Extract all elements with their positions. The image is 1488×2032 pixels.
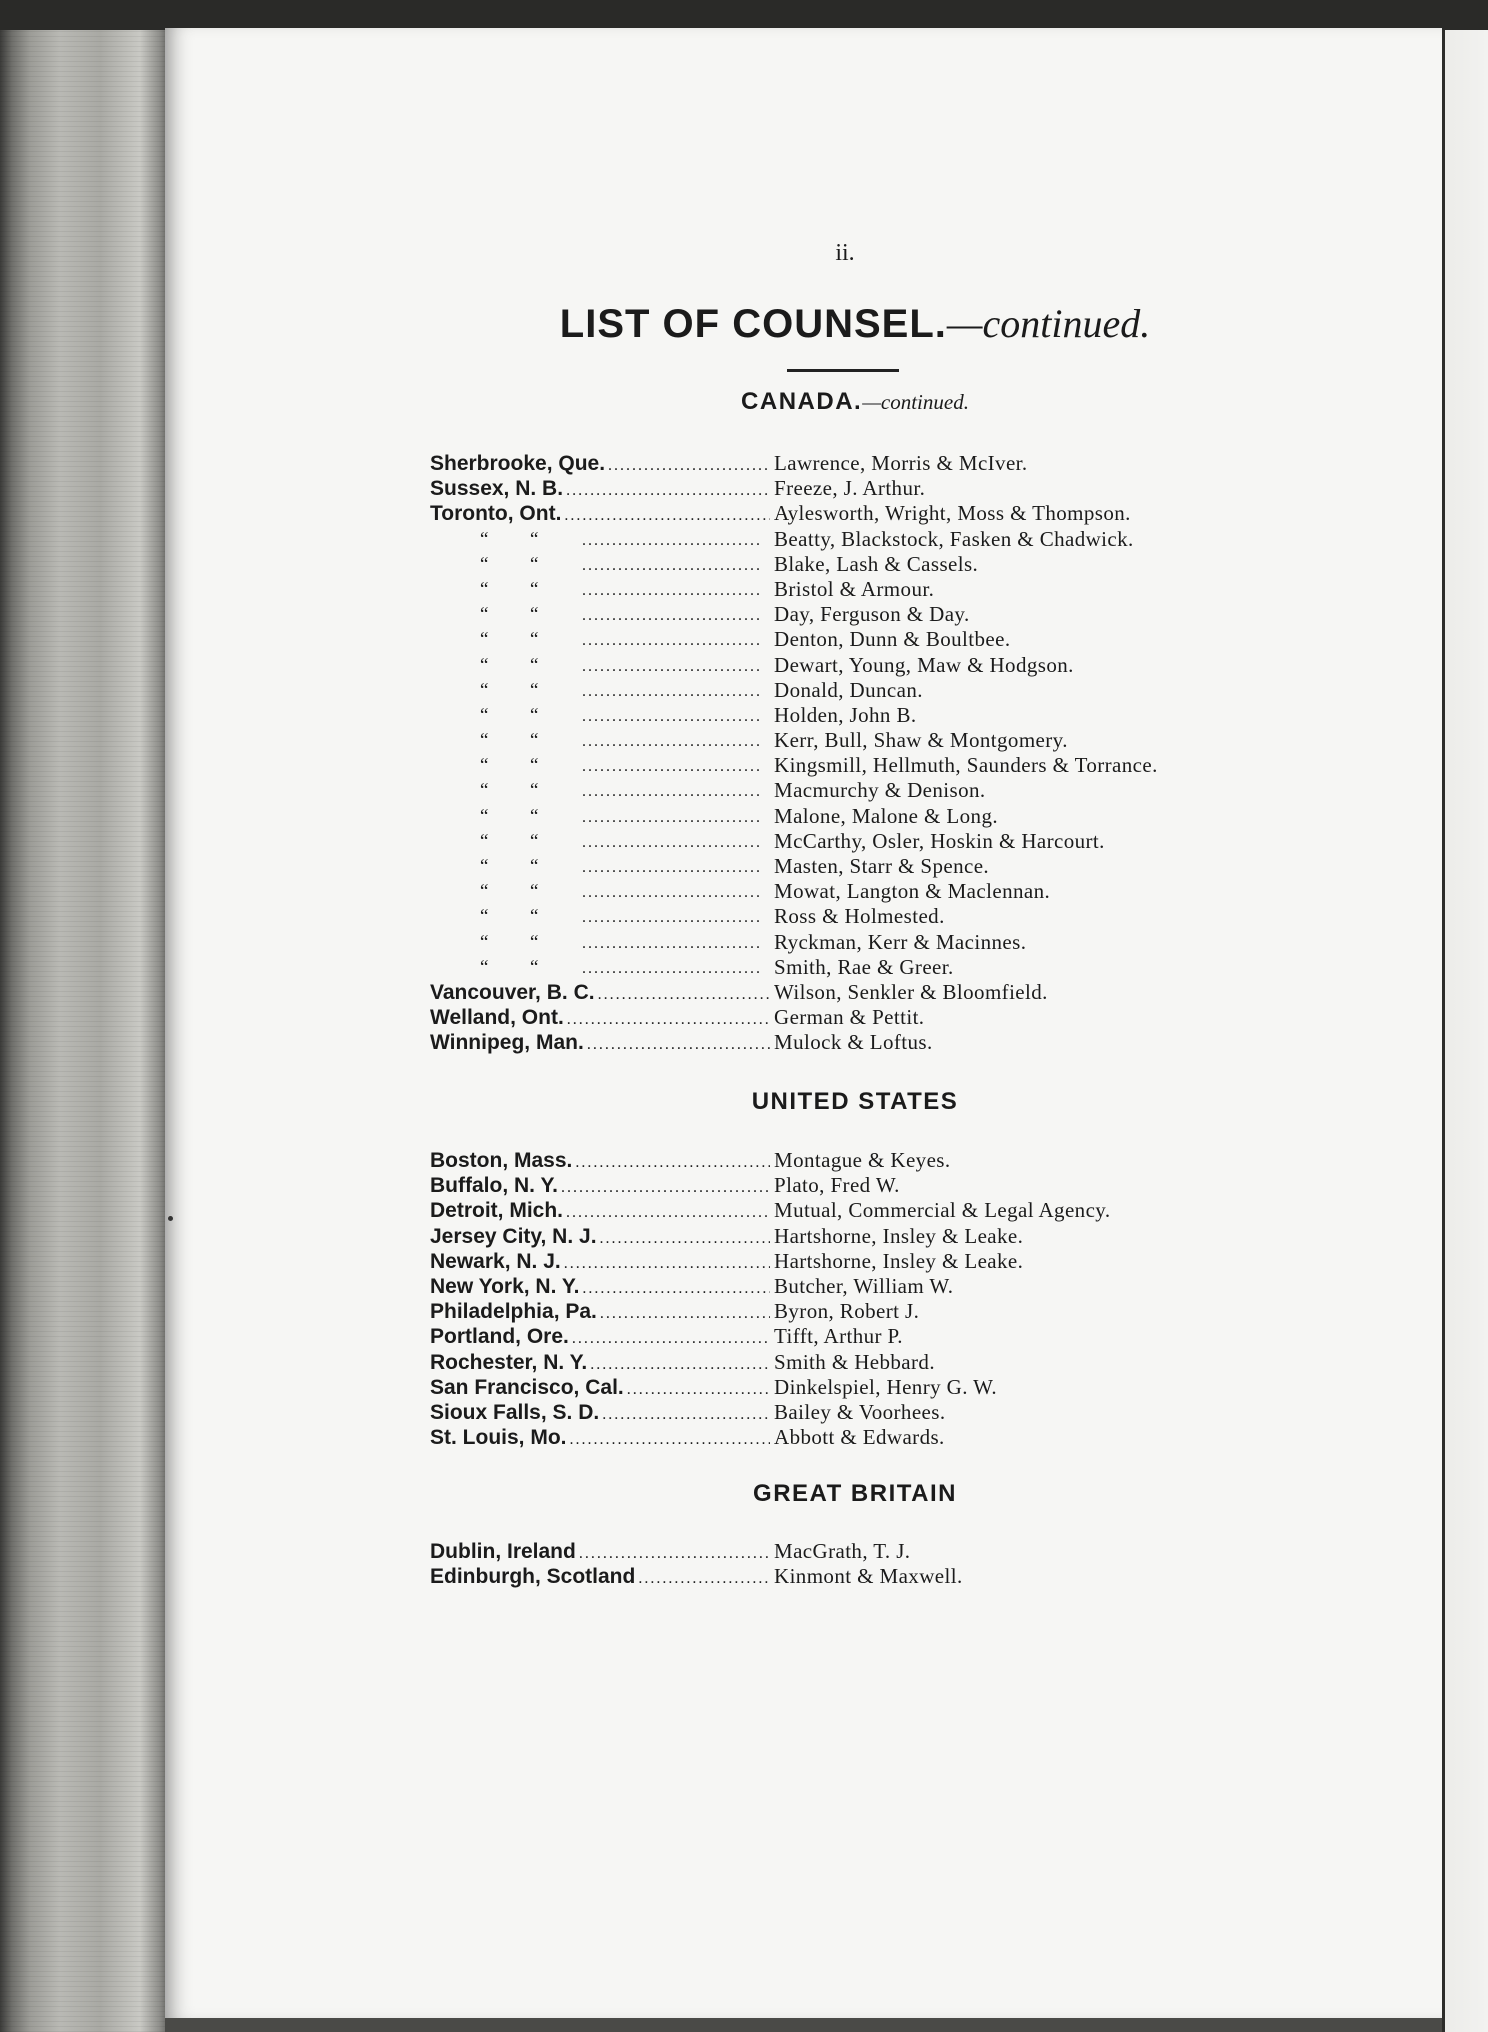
entry-ditto-marks — [430, 602, 770, 628]
entry-firm: Freeze, J. Arthur. — [774, 476, 926, 501]
list-item — [430, 501, 1330, 526]
title-continued: —continued. — [946, 301, 1151, 346]
entry-place: Portland, Ore. . . . — [430, 1324, 770, 1351]
list-item — [430, 577, 1330, 602]
ditto-mark: “ — [480, 679, 489, 701]
entry-firm: Ross & Holmested. — [774, 904, 945, 929]
entry-firm: Denton, Dunn & Boultbee. — [774, 627, 1011, 652]
canada-counsel-list — [430, 451, 1330, 1056]
section-heading-canada — [300, 388, 1410, 416]
entry-firm: Bristol & Armour. — [774, 576, 935, 601]
page-title — [300, 300, 1410, 347]
entry-firm: Aylesworth, Wright, Moss & Thompson. — [774, 501, 1131, 526]
title-rule — [787, 369, 899, 372]
list-item — [430, 980, 1330, 1005]
entry-place: Boston, Mass. . . . — [430, 1148, 770, 1175]
entry-ditto-marks — [430, 728, 770, 754]
list-item — [430, 451, 1330, 476]
list-item — [430, 1005, 1330, 1030]
entry-firm: Holden, John B. — [774, 702, 917, 727]
ditto-mark: “ — [530, 578, 539, 600]
entry-firm: Kinmont & Maxwell. — [774, 1564, 963, 1589]
entry-ditto-marks — [430, 653, 770, 679]
list-item — [430, 627, 1330, 652]
section-heading-united-states: UNITED STATES — [751, 1088, 959, 1115]
ditto-mark: “ — [480, 780, 489, 802]
ditto-mark: “ — [480, 704, 489, 726]
ditto-mark: “ — [530, 755, 539, 777]
ditto-mark: “ — [480, 730, 489, 752]
ditto-mark: “ — [530, 906, 539, 928]
ditto-mark: “ — [530, 881, 539, 903]
entry-place: Philadelphia, Pa. . . . — [430, 1299, 770, 1326]
ditto-mark: “ — [530, 629, 539, 651]
entry-place: Detroit, Mich. . . . — [430, 1198, 770, 1225]
list-item — [430, 1249, 1330, 1274]
list-item — [430, 527, 1330, 552]
list-item — [430, 804, 1330, 829]
entry-place: Rochester, N. Y. . . . — [430, 1350, 770, 1377]
entry-firm: Malone, Malone & Long. — [774, 803, 999, 828]
list-item — [430, 1564, 1330, 1589]
entry-ditto-marks — [430, 753, 770, 779]
ditto-mark: “ — [530, 528, 539, 550]
entry-place: Newark, N. J. . . . — [430, 1249, 770, 1276]
entry-ditto-marks — [430, 552, 770, 578]
entry-firm: Tifft, Arthur P. — [774, 1324, 903, 1349]
entry-place: Winnipeg, Man. . . . — [430, 1030, 770, 1057]
entry-firm: MacGrath, T. J. — [774, 1539, 911, 1563]
entry-firm: Hartshorne, Insley & Leake. — [774, 1223, 1024, 1248]
entry-firm: Mutual, Commercial & Legal Agency. — [774, 1198, 1111, 1223]
list-item — [430, 728, 1330, 753]
entry-ditto-marks — [430, 804, 770, 830]
list-item — [430, 476, 1330, 501]
list-item — [430, 1350, 1330, 1375]
list-item — [430, 955, 1330, 980]
entry-firm: Blake, Lash & Cassels. — [774, 551, 979, 576]
entry-firm: Masten, Starr & Spence. — [774, 854, 990, 878]
entry-ditto-marks — [430, 703, 770, 729]
entry-place: Jersey City, N. J. . . . — [430, 1224, 770, 1251]
list-item — [430, 703, 1330, 728]
entry-firm: Kerr, Bull, Shaw & Montgomery. — [774, 728, 1068, 753]
entry-firm: Macmurchy & Denison. — [774, 778, 986, 803]
entry-ditto-marks — [430, 854, 770, 880]
entry-place: Vancouver, B. C. . . . — [430, 980, 770, 1007]
entry-place: Dublin, Ireland . . . — [430, 1539, 770, 1566]
ditto-mark: “ — [480, 578, 489, 600]
entry-place: New York, N. Y. . . . — [430, 1274, 770, 1301]
list-item — [430, 602, 1330, 627]
entry-ditto-marks — [430, 930, 770, 956]
entry-firm: Beatty, Blackstock, Fasken & Chadwick. — [774, 526, 1134, 551]
entry-ditto-marks — [430, 577, 770, 603]
entry-firm: Dinkelspiel, Henry G. W. — [774, 1374, 998, 1399]
list-item — [430, 829, 1330, 854]
ditto-mark: “ — [480, 553, 489, 575]
ditto-mark: “ — [480, 830, 489, 852]
list-item — [430, 854, 1330, 879]
entry-place: Welland, Ont. . . . — [430, 1005, 770, 1032]
list-item — [430, 1400, 1330, 1425]
entry-firm: Lawrence, Morris & McIver. — [774, 451, 1028, 475]
entry-firm: Dewart, Young, Maw & Hodgson. — [774, 652, 1074, 677]
entry-firm: Kingsmill, Hellmuth, Saunders & Torrance. — [774, 753, 1158, 778]
ditto-mark: “ — [530, 704, 539, 726]
page-number: ii. — [835, 240, 855, 266]
list-item — [430, 1148, 1330, 1173]
entry-firm: Bailey & Voorhees. — [774, 1399, 946, 1424]
canada-heading-continued: —continued. — [862, 390, 969, 414]
list-item — [430, 1198, 1330, 1223]
entry-place: Edinburgh, Scotland . . . — [430, 1564, 770, 1591]
entry-ditto-marks — [430, 678, 770, 704]
entry-ditto-marks — [430, 955, 770, 981]
ditto-mark: “ — [530, 730, 539, 752]
entry-place: Sherbrooke, Que. . . . — [430, 451, 770, 478]
entry-ditto-marks — [430, 829, 770, 855]
entry-firm: Smith & Hebbard. — [774, 1349, 935, 1374]
entry-place: San Francisco, Cal. . . . — [430, 1375, 770, 1402]
ditto-mark: “ — [480, 931, 489, 953]
list-item — [430, 1299, 1330, 1324]
entry-firm: Wilson, Senkler & Bloomfield. — [774, 979, 1048, 1004]
entry-firm: Plato, Fred W. — [774, 1173, 900, 1198]
entry-place: Buffalo, N. Y. . . . — [430, 1173, 770, 1200]
list-item — [430, 653, 1330, 678]
ditto-mark: “ — [530, 805, 539, 827]
entry-firm: Byron, Robert J. — [774, 1299, 920, 1324]
great-britain-counsel-list — [430, 1539, 1330, 1589]
entry-firm: German & Pettit. — [774, 1005, 925, 1030]
entry-ditto-marks — [430, 879, 770, 905]
title-main: LIST OF COUNSEL. — [559, 302, 947, 346]
canada-heading-text: CANADA. — [741, 388, 863, 415]
list-item — [430, 1030, 1330, 1055]
entry-place: Sussex, N. B. . . . — [430, 476, 770, 503]
ditto-mark: “ — [480, 604, 489, 626]
entry-firm: Mulock & Loftus. — [774, 1030, 933, 1055]
ditto-mark: “ — [530, 956, 539, 978]
list-item — [430, 778, 1330, 803]
list-item — [430, 1425, 1330, 1450]
list-item — [430, 1375, 1330, 1400]
ditto-mark: “ — [480, 856, 489, 877]
list-item — [430, 552, 1330, 577]
entry-firm: Montague & Keyes. — [774, 1148, 951, 1172]
list-item — [430, 678, 1330, 703]
entry-firm: Day, Ferguson & Day. — [774, 602, 970, 627]
list-item — [430, 879, 1330, 904]
list-item — [430, 1539, 1330, 1564]
ditto-mark: “ — [480, 528, 489, 550]
list-item — [430, 1274, 1330, 1299]
entry-firm: Donald, Duncan. — [774, 677, 923, 702]
entry-firm: McCarthy, Osler, Hoskin & Harcourt. — [774, 828, 1105, 853]
list-item — [430, 1173, 1330, 1198]
ditto-mark: “ — [530, 679, 539, 701]
list-item — [430, 1324, 1330, 1349]
ditto-mark: “ — [530, 856, 539, 877]
entry-ditto-marks — [430, 904, 770, 930]
ditto-mark: “ — [480, 956, 489, 978]
section-heading-great-britain: GREAT BRITAIN — [753, 1480, 957, 1507]
ditto-mark: “ — [480, 805, 489, 827]
united-states-counsel-list — [430, 1148, 1330, 1450]
list-item — [430, 753, 1330, 778]
list-item — [430, 930, 1330, 955]
entry-firm: Butcher, William W. — [774, 1273, 954, 1298]
entry-firm: Hartshorne, Insley & Leake. — [774, 1248, 1024, 1273]
entry-ditto-marks — [430, 778, 770, 804]
entry-ditto-marks — [430, 527, 770, 553]
ditto-mark: “ — [530, 604, 539, 626]
entry-place: Sioux Falls, S. D. . . . — [430, 1400, 770, 1427]
ditto-mark: “ — [530, 780, 539, 802]
list-item — [430, 1224, 1330, 1249]
ditto-mark: “ — [480, 906, 489, 928]
entry-place: St. Louis, Mo. . . . — [430, 1425, 770, 1452]
ditto-mark: “ — [480, 881, 489, 903]
ditto-mark: “ — [530, 931, 539, 953]
ditto-mark: “ — [480, 654, 489, 676]
entry-ditto-marks — [430, 627, 770, 653]
entry-place: Toronto, Ont. . . . — [430, 501, 770, 528]
ditto-mark: “ — [530, 553, 539, 575]
ditto-mark: “ — [480, 629, 489, 651]
entry-firm: Ryckman, Kerr & Macinnes. — [774, 929, 1027, 954]
ditto-mark: “ — [480, 755, 489, 777]
ditto-mark: “ — [530, 654, 539, 676]
entry-firm: Mowat, Langton & Maclennan. — [774, 879, 1051, 904]
entry-firm: Smith, Rae & Greer. — [774, 954, 954, 979]
ditto-mark: “ — [530, 830, 539, 852]
list-item — [430, 904, 1330, 929]
entry-firm: Abbott & Edwards. — [774, 1425, 945, 1450]
